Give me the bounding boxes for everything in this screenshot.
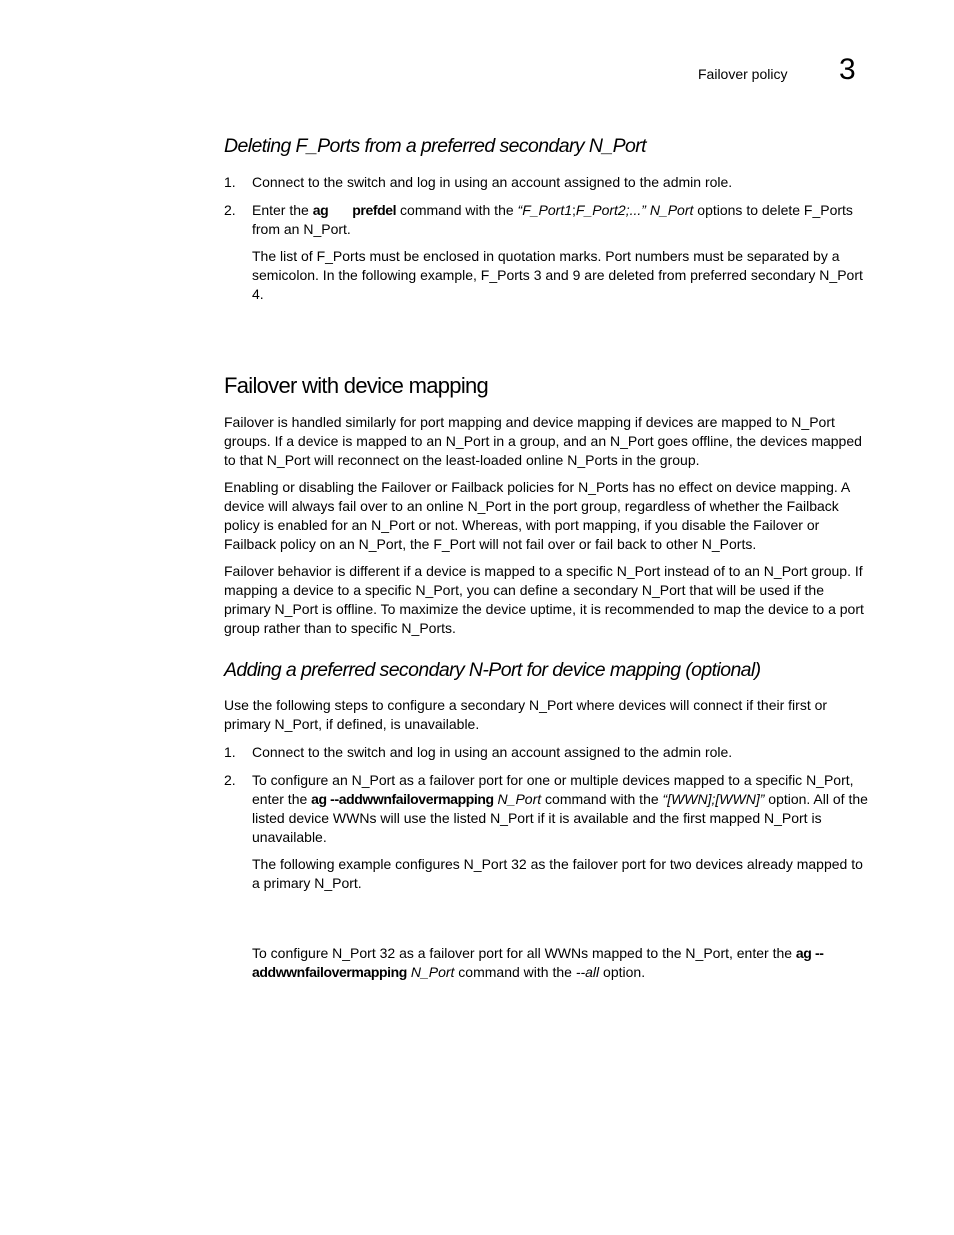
command-option: --all: [575, 964, 600, 980]
section-heading-adding-secondary-nport: Adding a preferred secondary N-Port for device mapping (optional): [224, 659, 761, 681]
command-keyword: prefdel: [352, 202, 397, 218]
step-note: The list of F_Ports must be enclosed in quotation marks. Port numbers must be separated by a semicolon. In the following example, F_Ports 3 and 9 are deleted from preferred secondary N_Port 4.: [252, 248, 863, 302]
command-argument: F_Port2: [575, 202, 626, 218]
step-text-part: option. All of the listed device WWNs will use the listed N_Port if it is available and the first mapped N_Port is unavailable.: [252, 791, 868, 845]
step-number: 2.: [224, 202, 236, 218]
note-text-part: command with the: [454, 964, 576, 980]
step-text: [252, 201, 870, 239]
paragraph: Failover behavior is different if a device is mapped to a specific N_Port instead of to an N_Port group. If mapping a device to a specific N_Port, you can define a secondary N_Port that will be used if the primary N_Port is offline. To maximize the device uptime, it is recommended to map the device to a port group rather than to specific N_Ports.: [224, 563, 864, 636]
running-header-title: Failover policy: [698, 66, 788, 82]
paragraph: Use the following steps to configure a secondary N_Port where devices will connect if their first or primary N_Port, if defined, is unavailable.: [224, 697, 828, 732]
step-text-part: command with the: [396, 202, 518, 218]
step-number: 1.: [224, 744, 236, 760]
step-note: The following example configures N_Port 32 as the failover port for two devices already mapped to a primary N_Port.: [252, 856, 863, 891]
command-argument: ;...” N_Port: [625, 202, 694, 218]
step-text-part: Enter the: [252, 202, 313, 218]
command-argument: N_Port: [493, 791, 542, 807]
command-argument: “F_Port1: [517, 202, 572, 218]
paragraph: Enabling or disabling the Failover or Failback policies for N_Ports has no effect on device mapping. A device will always fail over to an online N_Port in the port group, regardless of whether the Failback policy is enabled for an N_Port or not. Whereas, with port mapping, if you disable the Failover or Failback policy on an N_Port, the F_Port will not fail over or fail back to other N_Ports.: [224, 479, 850, 552]
section-heading-failover-device-mapping: Failover with device mapping: [224, 373, 489, 398]
command-keyword: ag --addwwnfailovermapping: [252, 945, 824, 980]
step-note: [252, 944, 870, 982]
step-number: 1.: [224, 174, 236, 190]
step-text-part: options to delete F_Ports from an N_Port.: [252, 202, 853, 237]
section-heading-deleting-fports: Deleting F_Ports from a preferred secondary N_Port: [224, 135, 646, 157]
command-keyword: ag --addwwnfailovermapping: [311, 791, 494, 807]
step-text: Connect to the switch and log in using an account assigned to the admin role.: [252, 174, 733, 190]
step-text: [252, 771, 870, 847]
command-keyword: ag: [312, 202, 329, 218]
step-text: Connect to the switch and log in using an account assigned to the admin role.: [252, 744, 733, 760]
step-text-part: To configure an N_Port as a failover port for one or multiple devices mapped to a specific N_Port, enter the: [252, 772, 854, 807]
command-argument: N_Port: [406, 964, 455, 980]
note-text-part: To configure N_Port 32 as a failover port for all WWNs mapped to the N_Port, enter the: [252, 945, 796, 961]
note-text-part: option.: [599, 964, 646, 980]
step-text-part: ;: [572, 202, 576, 218]
step-number: 2.: [224, 772, 236, 788]
step-text-part: command with the: [541, 791, 663, 807]
chapter-number: 3: [839, 53, 856, 86]
paragraph: Failover is handled similarly for port mapping and device mapping if devices are mapped to N_Port groups. If a device is mapped to an N_Port in a group, and an N_Port goes offline, the devices mapped to that N_Port will reconnect on the least-loaded online N_Ports in the group.: [224, 414, 862, 468]
command-option: “[WWN];[WWN]”: [662, 791, 765, 807]
